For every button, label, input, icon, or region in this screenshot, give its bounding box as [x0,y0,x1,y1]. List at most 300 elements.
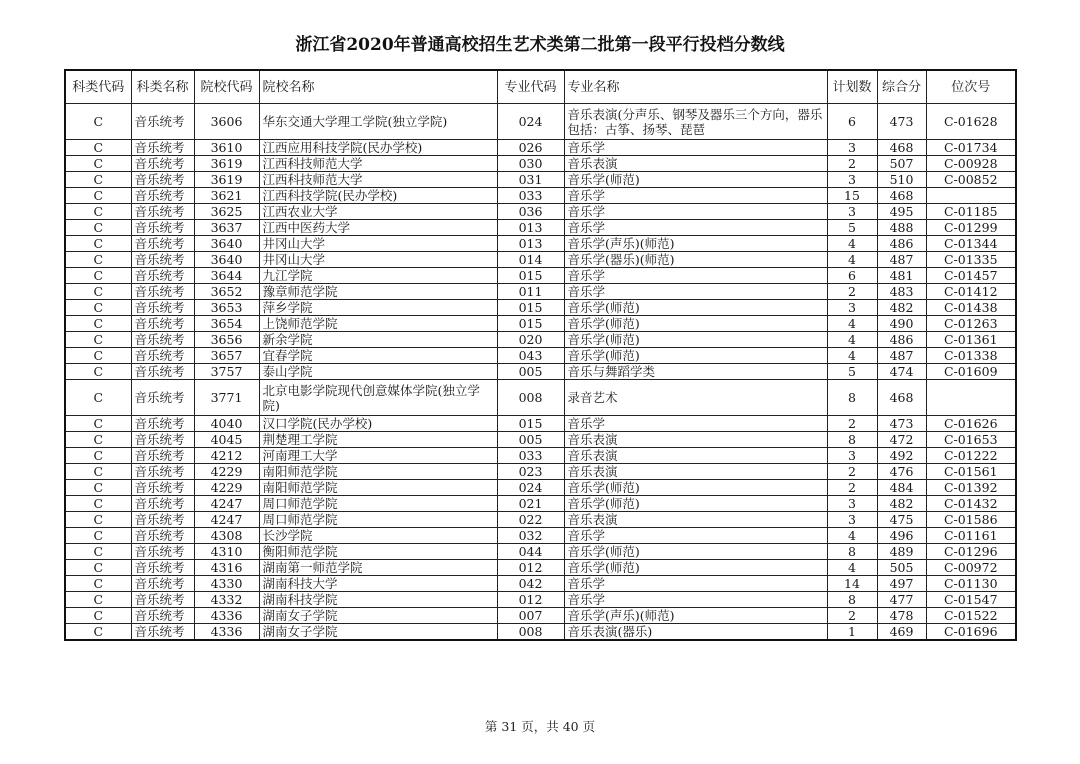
cell-major-code: 024 [497,104,564,140]
cell-school-name: 河南理工大学 [259,448,497,464]
cell-major-code: 005 [497,432,564,448]
cell-major-name: 音乐学(师范) [564,496,827,512]
cell-school-code: 4040 [194,416,259,432]
cell-rank-number: C-01522 [926,608,1016,624]
cell-school-name: 湖南科技学院 [259,592,497,608]
cell-rank-number: C-01609 [926,364,1016,380]
cell-school-name: 北京电影学院现代创意媒体学院(独立学院) [259,380,497,416]
header-subject-code: 科类代码 [65,70,131,104]
cell-plan-count: 3 [827,448,877,464]
cell-plan-count: 4 [827,528,877,544]
page-footer: 第 31 页，共 40 页 [484,719,596,734]
cell-subject-code: C [65,284,131,300]
table-row [65,252,1016,268]
cell-plan-count: 3 [827,204,877,220]
cell-school-code: 3757 [194,364,259,380]
header-major-code: 专业代码 [497,70,564,104]
cell-school-code: 3619 [194,172,259,188]
cell-subject-code: C [65,140,131,156]
header-plan-count: 计划数 [827,70,877,104]
cell-composite-score: 486 [877,332,926,348]
cell-major-code: 008 [497,380,564,416]
cell-school-name: 湖南科技大学 [259,576,497,592]
cell-subject-name: 音乐统考 [131,544,194,560]
cell-major-name: 音乐学 [564,220,827,236]
cell-subject-name: 音乐统考 [131,576,194,592]
cell-major-name: 音乐学 [564,528,827,544]
cell-major-code: 012 [497,592,564,608]
cell-major-code: 015 [497,300,564,316]
cell-major-code: 022 [497,512,564,528]
cell-plan-count: 15 [827,188,877,204]
cell-subject-code: C [65,300,131,316]
table-row [65,204,1016,220]
cell-major-name: 音乐学(师范) [564,480,827,496]
cell-major-name: 录音艺术 [564,380,827,416]
cell-school-name: 井冈山大学 [259,236,497,252]
cell-subject-code: C [65,432,131,448]
cell-plan-count: 2 [827,416,877,432]
cell-major-name: 音乐表演 [564,432,827,448]
cell-rank-number: C-01161 [926,528,1016,544]
cell-school-name: 湖南女子学院 [259,608,497,624]
cell-subject-name: 音乐统考 [131,380,194,416]
cell-composite-score: 468 [877,188,926,204]
cell-subject-code: C [65,448,131,464]
cell-plan-count: 3 [827,496,877,512]
cell-subject-code: C [65,528,131,544]
cell-composite-score: 476 [877,464,926,480]
cell-major-code: 024 [497,480,564,496]
cell-composite-score: 492 [877,448,926,464]
cell-composite-score: 473 [877,104,926,140]
cell-major-name: 音乐学 [564,592,827,608]
cell-subject-name: 音乐统考 [131,104,194,140]
cell-rank-number: C-01296 [926,544,1016,560]
cell-subject-name: 音乐统考 [131,236,194,252]
cell-subject-name: 音乐统考 [131,268,194,284]
table-header-row [65,70,1016,104]
header-rank-number: 位次号 [926,70,1016,104]
cell-rank-number: C-01547 [926,592,1016,608]
cell-plan-count: 5 [827,364,877,380]
table-row [65,284,1016,300]
cell-major-name: 音乐学 [564,140,827,156]
cell-plan-count: 4 [827,332,877,348]
table-row [65,528,1016,544]
header-composite-score: 综合分 [877,70,926,104]
cell-school-name: 周口师范学院 [259,496,497,512]
cell-plan-count: 3 [827,512,877,528]
cell-composite-score: 483 [877,284,926,300]
cell-rank-number: C-00972 [926,560,1016,576]
cell-subject-name: 音乐统考 [131,220,194,236]
cell-subject-code: C [65,252,131,268]
cell-major-name: 音乐与舞蹈学类 [564,364,827,380]
cell-major-code: 013 [497,236,564,252]
cell-plan-count: 3 [827,140,877,156]
header-subject-name: 科类名称 [131,70,194,104]
cell-composite-score: 478 [877,608,926,624]
cell-major-code: 030 [497,156,564,172]
cell-subject-name: 音乐统考 [131,624,194,641]
cell-school-code: 3610 [194,140,259,156]
table-row [65,496,1016,512]
cell-school-code: 3644 [194,268,259,284]
cell-subject-name: 音乐统考 [131,284,194,300]
cell-subject-code: C [65,496,131,512]
cell-subject-code: C [65,480,131,496]
cell-rank-number: C-01335 [926,252,1016,268]
cell-major-name: 音乐学 [564,576,827,592]
cell-rank-number: C-01626 [926,416,1016,432]
cell-plan-count: 2 [827,608,877,624]
cell-subject-name: 音乐统考 [131,140,194,156]
cell-plan-count: 2 [827,464,877,480]
table-row [65,220,1016,236]
cell-major-code: 033 [497,188,564,204]
cell-composite-score: 472 [877,432,926,448]
cell-rank-number: C-01696 [926,624,1016,641]
cell-subject-code: C [65,172,131,188]
cell-major-code: 005 [497,364,564,380]
cell-major-name: 音乐表演 [564,448,827,464]
header-school-code: 院校代码 [194,70,259,104]
cell-composite-score: 505 [877,560,926,576]
cell-plan-count: 2 [827,156,877,172]
cell-subject-code: C [65,332,131,348]
cell-subject-name: 音乐统考 [131,364,194,380]
cell-subject-name: 音乐统考 [131,512,194,528]
cell-rank-number: C-01561 [926,464,1016,480]
cell-subject-name: 音乐统考 [131,560,194,576]
cell-rank-number: C-01412 [926,284,1016,300]
cell-school-code: 4330 [194,576,259,592]
cell-school-code: 4212 [194,448,259,464]
cell-subject-code: C [65,544,131,560]
table-row [65,316,1016,332]
cell-plan-count: 6 [827,104,877,140]
cell-plan-count: 4 [827,252,877,268]
cell-subject-code: C [65,416,131,432]
cell-plan-count: 3 [827,300,877,316]
cell-major-code: 044 [497,544,564,560]
cell-major-name: 音乐学 [564,416,827,432]
cell-rank-number: C-01263 [926,316,1016,332]
cell-plan-count: 1 [827,624,877,641]
cell-school-name: 长沙学院 [259,528,497,544]
table-row [65,624,1016,641]
cell-school-name: 豫章师范学院 [259,284,497,300]
cell-school-code: 3640 [194,236,259,252]
table-row [65,172,1016,188]
cell-school-code: 3640 [194,252,259,268]
cell-school-name: 南阳师范学院 [259,480,497,496]
cell-subject-code: C [65,348,131,364]
cell-subject-name: 音乐统考 [131,528,194,544]
cell-school-name: 江西科技师范大学 [259,172,497,188]
cell-subject-code: C [65,156,131,172]
cell-plan-count: 8 [827,544,877,560]
cell-subject-name: 音乐统考 [131,316,194,332]
cell-major-code: 042 [497,576,564,592]
cell-school-code: 4332 [194,592,259,608]
cell-subject-code: C [65,104,131,140]
cell-subject-code: C [65,188,131,204]
cell-school-code: 4229 [194,480,259,496]
cell-school-code: 3653 [194,300,259,316]
cell-subject-name: 音乐统考 [131,252,194,268]
cell-major-code: 036 [497,204,564,220]
cell-school-code: 4229 [194,464,259,480]
cell-plan-count: 4 [827,348,877,364]
cell-composite-score: 477 [877,592,926,608]
cell-plan-count: 4 [827,236,877,252]
cell-major-name: 音乐学(声乐)(师范) [564,608,827,624]
cell-major-name: 音乐学(声乐)(师范) [564,236,827,252]
cell-major-name: 音乐学(师范) [564,544,827,560]
cell-subject-code: C [65,624,131,641]
cell-rank-number: C-00852 [926,172,1016,188]
table-row [65,512,1016,528]
cell-plan-count: 14 [827,576,877,592]
cell-subject-code: C [65,316,131,332]
cell-school-name: 萍乡学院 [259,300,497,316]
cell-major-code: 012 [497,560,564,576]
cell-composite-score: 486 [877,236,926,252]
cell-school-name: 华东交通大学理工学院(独立学院) [259,104,497,140]
cell-school-code: 3652 [194,284,259,300]
cell-subject-code: C [65,364,131,380]
cell-school-code: 4316 [194,560,259,576]
cell-composite-score: 487 [877,252,926,268]
cell-subject-name: 音乐统考 [131,348,194,364]
table-row [65,332,1016,348]
cell-major-code: 026 [497,140,564,156]
cell-major-code: 021 [497,496,564,512]
cell-subject-name: 音乐统考 [131,332,194,348]
cell-plan-count: 3 [827,172,877,188]
table-row [65,140,1016,156]
cell-major-name: 音乐学(师范) [564,300,827,316]
cell-composite-score: 473 [877,416,926,432]
cell-major-code: 011 [497,284,564,300]
cell-composite-score: 497 [877,576,926,592]
cell-school-code: 3657 [194,348,259,364]
cell-composite-score: 488 [877,220,926,236]
admission-score-table [64,69,1017,641]
cell-major-name: 音乐学 [564,204,827,220]
cell-plan-count: 2 [827,284,877,300]
cell-major-name: 音乐学(师范) [564,560,827,576]
table-row [65,480,1016,496]
cell-major-code: 023 [497,464,564,480]
cell-major-name: 音乐表演(分声乐、钢琴及器乐三个方向，器乐包括：古筝、扬琴、琵琶 [564,104,827,140]
cell-composite-score: 469 [877,624,926,641]
cell-major-name: 音乐学(器乐)(师范) [564,252,827,268]
cell-school-name: 荆楚理工学院 [259,432,497,448]
cell-rank-number: C-01628 [926,104,1016,140]
table-row [65,380,1016,416]
cell-plan-count: 5 [827,220,877,236]
header-major-name: 专业名称 [564,70,827,104]
cell-school-code: 4336 [194,624,259,641]
cell-subject-code: C [65,560,131,576]
cell-major-code: 015 [497,316,564,332]
cell-rank-number: C-01586 [926,512,1016,528]
cell-composite-score: 468 [877,140,926,156]
cell-subject-code: C [65,512,131,528]
cell-subject-name: 音乐统考 [131,432,194,448]
cell-major-code: 008 [497,624,564,641]
cell-major-name: 音乐学 [564,268,827,284]
cell-subject-code: C [65,204,131,220]
cell-major-code: 043 [497,348,564,364]
cell-school-code: 3621 [194,188,259,204]
cell-school-name: 新余学院 [259,332,497,348]
table-row [65,268,1016,284]
cell-major-name: 音乐学 [564,284,827,300]
table-row [65,544,1016,560]
cell-rank-number [926,380,1016,416]
cell-subject-name: 音乐统考 [131,156,194,172]
cell-school-name: 江西农业大学 [259,204,497,220]
cell-major-name: 音乐学(师范) [564,348,827,364]
cell-composite-score: 507 [877,156,926,172]
cell-subject-name: 音乐统考 [131,188,194,204]
table-row [65,416,1016,432]
cell-major-code: 013 [497,220,564,236]
cell-rank-number: C-01344 [926,236,1016,252]
cell-school-code: 4336 [194,608,259,624]
table-row [65,300,1016,316]
cell-school-name: 江西应用科技学院(民办学校) [259,140,497,156]
cell-subject-code: C [65,592,131,608]
cell-school-name: 衡阳师范学院 [259,544,497,560]
cell-major-name: 音乐学 [564,188,827,204]
cell-plan-count: 2 [827,480,877,496]
table-row [65,188,1016,204]
header-school-name: 院校名称 [259,70,497,104]
cell-subject-name: 音乐统考 [131,416,194,432]
cell-major-code: 031 [497,172,564,188]
cell-major-code: 014 [497,252,564,268]
cell-school-code: 4045 [194,432,259,448]
cell-major-name: 音乐表演 [564,464,827,480]
cell-rank-number: C-01392 [926,480,1016,496]
cell-subject-name: 音乐统考 [131,464,194,480]
table-row [65,576,1016,592]
cell-school-code: 4247 [194,512,259,528]
cell-subject-code: C [65,464,131,480]
table-row [65,432,1016,448]
cell-subject-code: C [65,576,131,592]
cell-composite-score: 495 [877,204,926,220]
cell-rank-number: C-01653 [926,432,1016,448]
cell-subject-name: 音乐统考 [131,448,194,464]
cell-subject-name: 音乐统考 [131,496,194,512]
cell-subject-code: C [65,608,131,624]
cell-rank-number: C-01299 [926,220,1016,236]
cell-rank-number: C-01338 [926,348,1016,364]
cell-subject-code: C [65,268,131,284]
cell-school-code: 3606 [194,104,259,140]
cell-composite-score: 474 [877,364,926,380]
cell-school-name: 湖南女子学院 [259,624,497,641]
cell-subject-name: 音乐统考 [131,480,194,496]
cell-composite-score: 489 [877,544,926,560]
cell-plan-count: 6 [827,268,877,284]
cell-rank-number: C-01130 [926,576,1016,592]
table-row [65,608,1016,624]
cell-subject-name: 音乐统考 [131,300,194,316]
cell-composite-score: 496 [877,528,926,544]
cell-school-code: 3771 [194,380,259,416]
cell-plan-count: 8 [827,432,877,448]
cell-school-code: 3656 [194,332,259,348]
cell-school-code: 4310 [194,544,259,560]
cell-rank-number [926,188,1016,204]
cell-subject-code: C [65,380,131,416]
cell-major-code: 020 [497,332,564,348]
cell-school-code: 3625 [194,204,259,220]
cell-major-code: 015 [497,268,564,284]
cell-school-name: 上饶师范学院 [259,316,497,332]
cell-composite-score: 510 [877,172,926,188]
cell-major-code: 007 [497,608,564,624]
cell-plan-count: 4 [827,316,877,332]
cell-plan-count: 8 [827,380,877,416]
table-body [65,104,1016,641]
cell-rank-number: C-01222 [926,448,1016,464]
cell-major-name: 音乐表演(器乐) [564,624,827,641]
cell-composite-score: 484 [877,480,926,496]
cell-subject-name: 音乐统考 [131,172,194,188]
cell-major-code: 033 [497,448,564,464]
table-row [65,448,1016,464]
cell-school-name: 汉口学院(民办学校) [259,416,497,432]
cell-composite-score: 482 [877,300,926,316]
cell-major-code: 015 [497,416,564,432]
cell-rank-number: C-00928 [926,156,1016,172]
table-row [65,560,1016,576]
cell-subject-name: 音乐统考 [131,608,194,624]
cell-school-name: 宜春学院 [259,348,497,364]
cell-school-code: 3637 [194,220,259,236]
cell-school-name: 江西科技师范大学 [259,156,497,172]
table-row [65,104,1016,140]
cell-composite-score: 482 [877,496,926,512]
table-row [65,364,1016,380]
cell-school-name: 江西中医药大学 [259,220,497,236]
table-row [65,592,1016,608]
cell-major-code: 032 [497,528,564,544]
table-row [65,464,1016,480]
cell-school-code: 4247 [194,496,259,512]
cell-school-code: 3654 [194,316,259,332]
cell-plan-count: 4 [827,560,877,576]
cell-school-name: 南阳师范学院 [259,464,497,480]
cell-rank-number: C-01185 [926,204,1016,220]
cell-composite-score: 468 [877,380,926,416]
cell-plan-count: 8 [827,592,877,608]
cell-school-name: 泰山学院 [259,364,497,380]
cell-composite-score: 475 [877,512,926,528]
cell-rank-number: C-01438 [926,300,1016,316]
cell-school-name: 周口师范学院 [259,512,497,528]
cell-school-code: 3619 [194,156,259,172]
cell-school-name: 井冈山大学 [259,252,497,268]
